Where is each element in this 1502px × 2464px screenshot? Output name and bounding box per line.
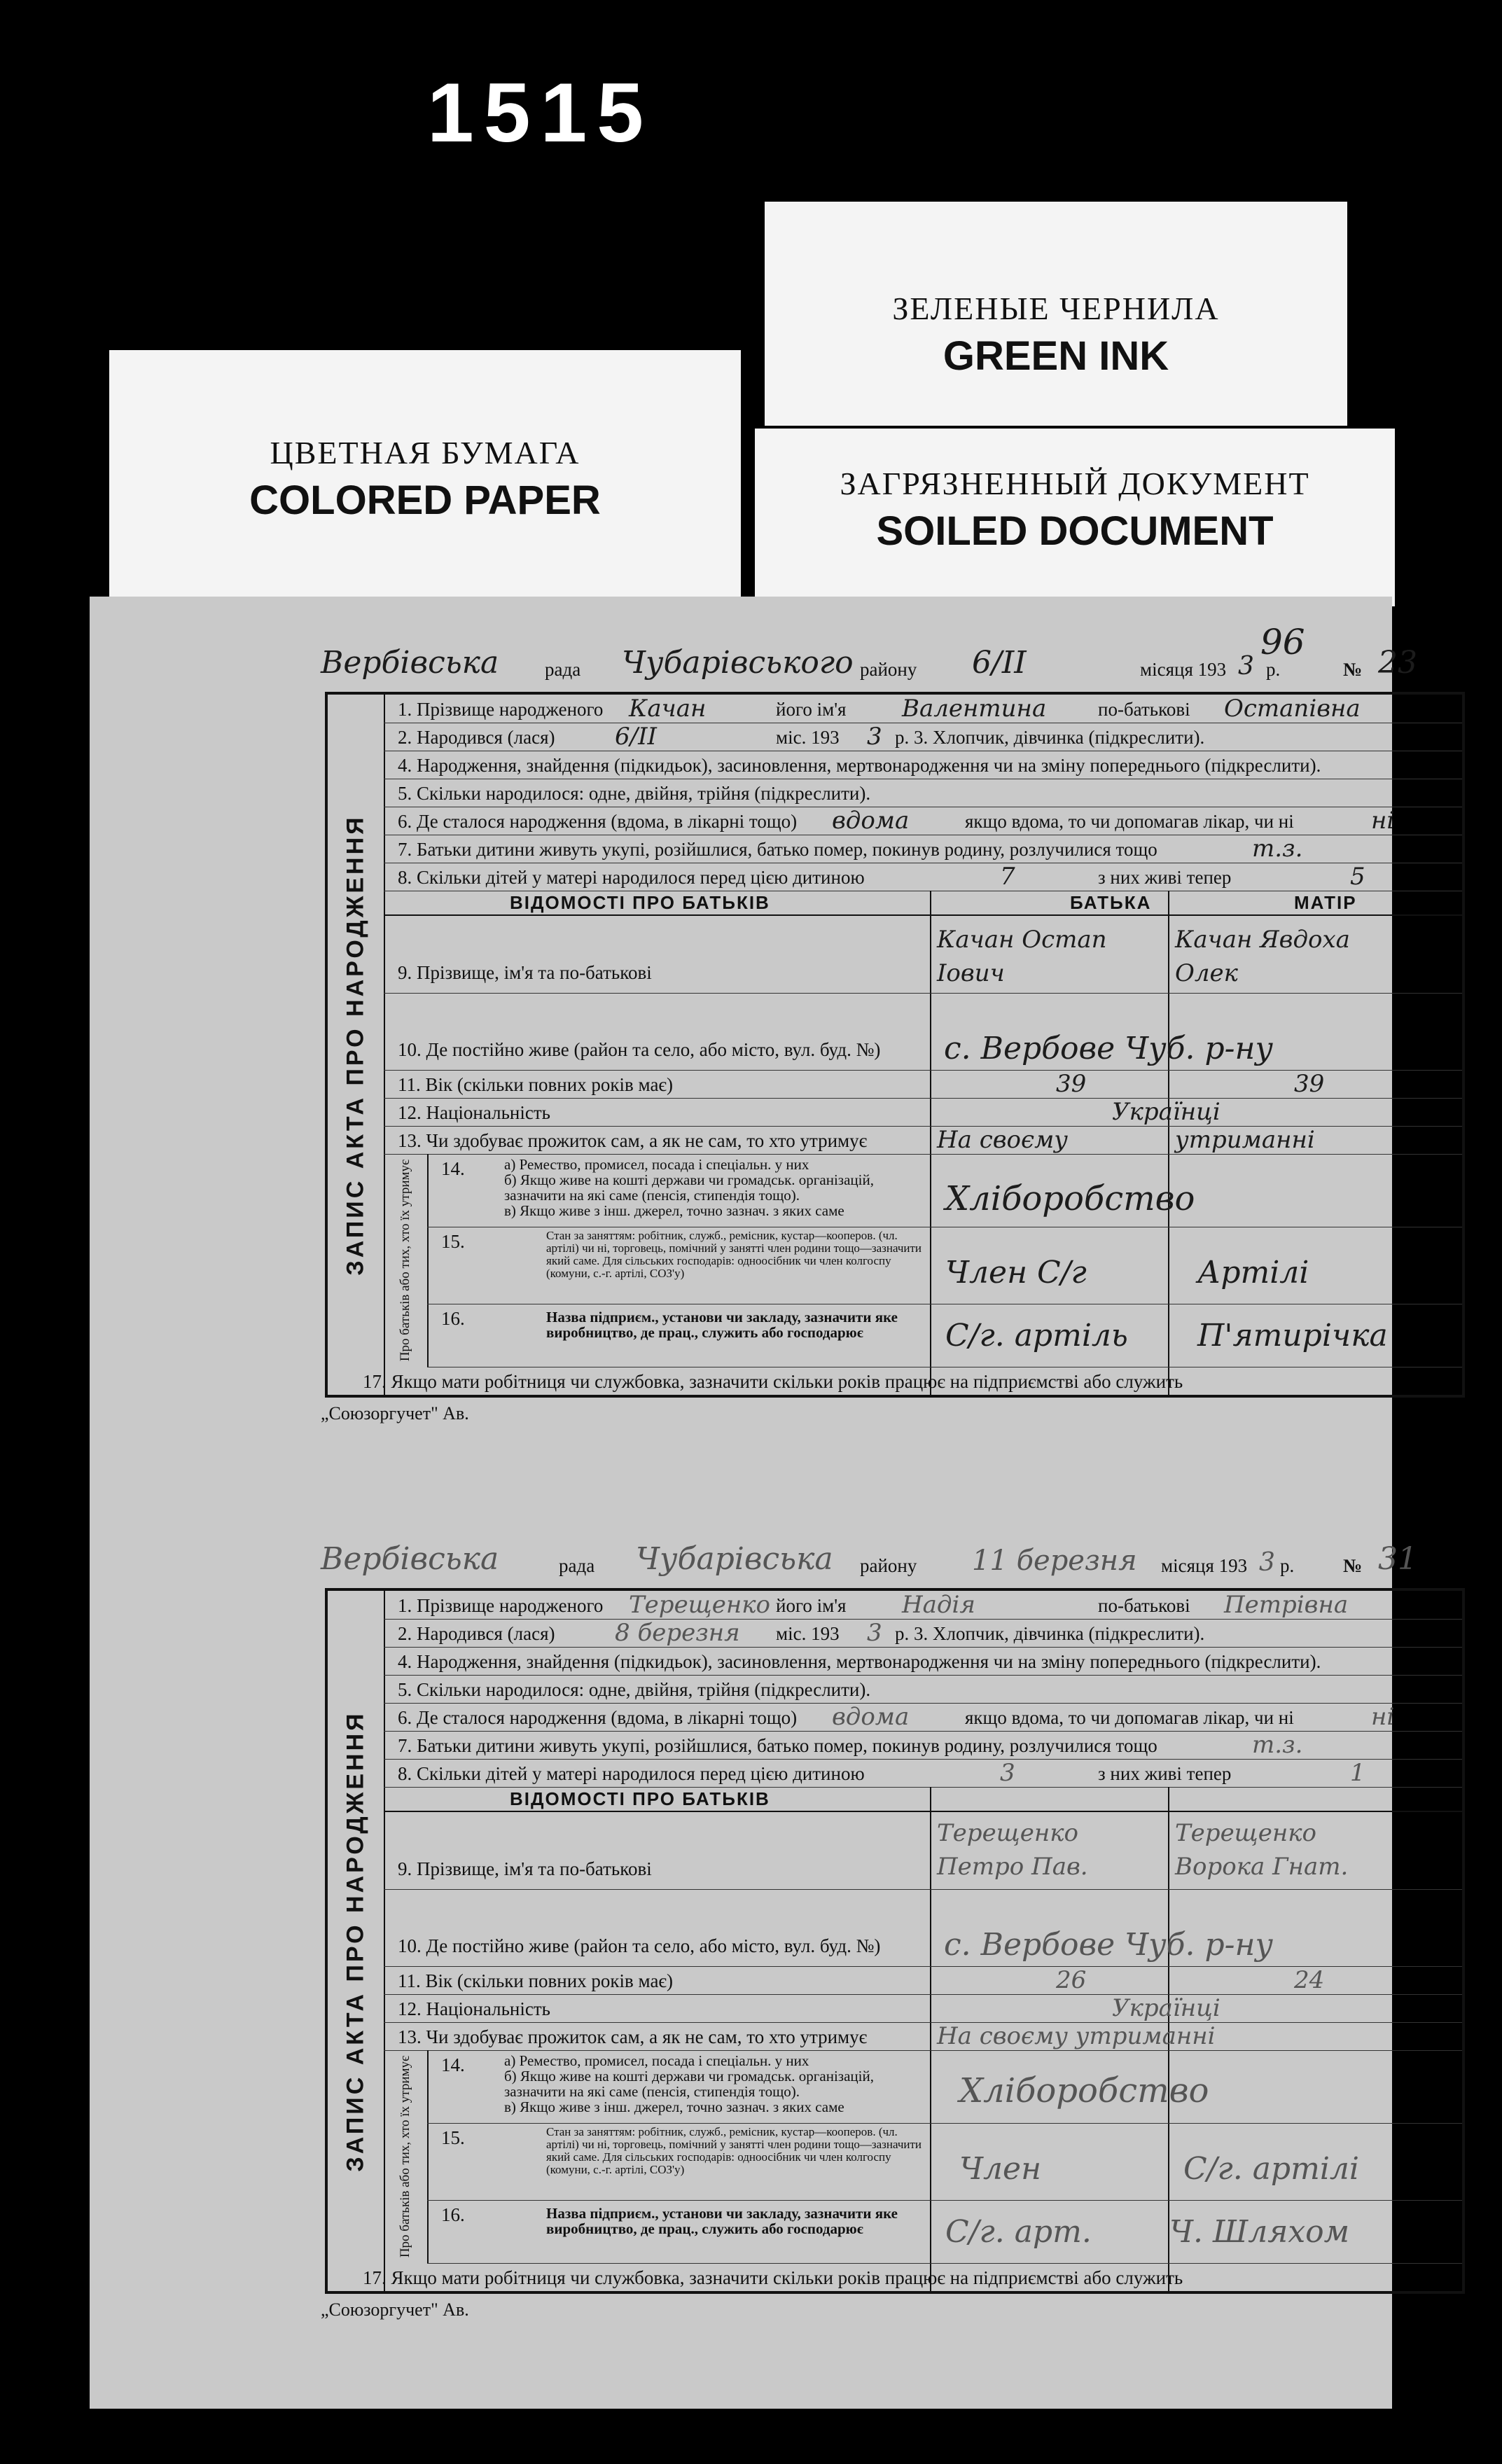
father-name: Качан Остап Іович bbox=[937, 926, 1107, 987]
mother-support: утриманні bbox=[1175, 1126, 1315, 1154]
record-number: 31 bbox=[1378, 1541, 1417, 1577]
year-digit: 3 bbox=[1259, 1548, 1275, 1577]
raion-label: району bbox=[860, 659, 917, 680]
field-9 bbox=[384, 916, 1462, 994]
field-12 bbox=[384, 1994, 1462, 2023]
columns-header bbox=[384, 1787, 1462, 1812]
birth-day: 6/II bbox=[615, 723, 657, 751]
field-15 bbox=[427, 1227, 1462, 1304]
field-8 bbox=[384, 863, 1462, 891]
field-15-text: Стан за заняттям: робітник, служб., ремісник, кустар—кооперов. (чл. артілі) чи ні, торговець, помічний у занятті член родини тощо—зазначити який саме. Для сільських господарів: одноосібник чи член колгоспу (комуни, с.-г. артілі, СОЗ'у) bbox=[546, 1229, 922, 1280]
field-label: 13. Чи здобуває прожиток сам, а як не сам, то хто утримує bbox=[398, 2026, 868, 2047]
field-8 bbox=[384, 1759, 1462, 1788]
field-label: міс. 193 bbox=[776, 1623, 840, 1644]
field-11 bbox=[384, 1966, 1462, 1995]
col-parents-info: ВІДОМОСТІ ПРО БАТЬКІВ bbox=[510, 1788, 770, 1809]
field-14 bbox=[427, 1154, 1462, 1227]
record-date: 11 березня bbox=[972, 1545, 1137, 1577]
field-label: 6. Де сталося народження (вдома, в лікарні тощо) bbox=[398, 811, 798, 832]
village-council: Вербівська bbox=[321, 1541, 499, 1577]
field-label: 10. Де постійно живе (район та село, або місто, вул. буд. №) bbox=[398, 1935, 881, 1956]
field-10 bbox=[384, 993, 1462, 1071]
patronymic: Петрівна bbox=[1224, 1591, 1349, 1619]
field-label: з них живі тепер bbox=[1098, 1763, 1232, 1784]
field-5 bbox=[384, 779, 1462, 807]
field-number: 15. bbox=[441, 2127, 465, 2148]
rada-label: рада bbox=[545, 659, 581, 680]
side-title-text: ЗАПИС АКТА ПРО НАРОДЖЕННЯ bbox=[342, 1710, 369, 2172]
field-5 bbox=[384, 1675, 1462, 1704]
field-16 bbox=[427, 1304, 1462, 1367]
field-number: 16. bbox=[441, 2204, 465, 2225]
side-title bbox=[328, 1591, 385, 2291]
field-label: 9. Прізвище, ім'я та по-батькові bbox=[398, 962, 652, 983]
doctor-assisted: ні bbox=[1371, 1703, 1395, 1731]
surname: Терещенко bbox=[629, 1591, 771, 1619]
parents-status: т.з. bbox=[1252, 835, 1303, 863]
field-17 bbox=[328, 1367, 1462, 1395]
mother-age: 39 bbox=[1294, 1070, 1325, 1098]
field-16 bbox=[427, 2200, 1462, 2264]
field-10 bbox=[384, 1889, 1462, 1967]
occupation: Хліборобство bbox=[945, 1179, 1195, 1218]
field-label: 2. Народився (лася) bbox=[398, 727, 555, 748]
field-label: 1. Прізвище народженого bbox=[398, 1595, 604, 1616]
field-label: 11. Вік (скільки повних років має) bbox=[398, 1970, 674, 1991]
col-parents-info: ВІДОМОСТІ ПРО БАТЬКІВ bbox=[510, 892, 770, 913]
field-2 bbox=[384, 1619, 1462, 1648]
rada-label: рада bbox=[559, 1555, 595, 1576]
field-14c: в) Якщо живе з інш. джерел, точно зазнач. з яких саме bbox=[504, 1202, 844, 1219]
field-label: його ім'я bbox=[776, 1595, 847, 1616]
form-footer: „Союзоргучет" Ав. bbox=[321, 2299, 469, 2320]
occupation: Хліборобство bbox=[959, 2071, 1209, 2110]
record-frame bbox=[325, 692, 1465, 1398]
field-label: 2. Народився (лася) bbox=[398, 1623, 555, 1644]
children-before: 3 bbox=[1000, 1759, 1015, 1787]
year-suffix: р. bbox=[1280, 1555, 1295, 1576]
about-parents-text: Про батьків або тих, хто їх утримує bbox=[398, 1159, 412, 1362]
mother-name: Терещенко Ворока Гнат. bbox=[1175, 1819, 1349, 1881]
support: На своєму утриманні bbox=[937, 2022, 1216, 2050]
label-ru-text: ЗЕЛЕНЫЕ ЧЕРНИЛА bbox=[892, 291, 1220, 326]
field-label: з них живі тепер bbox=[1098, 867, 1232, 888]
village-council: Вербівська bbox=[321, 645, 499, 681]
field-15-text: Стан за заняттям: робітник, служб., ремісник, кустар—кооперов. (чл. артілі) чи ні, торговець, помічний у занятті член родини тощо—зазначити який саме. Для сільських господарів: одноосібник чи член колгоспу (комуни, с.-г. артілі, СОЗ'у) bbox=[546, 2125, 922, 2176]
given-name: Надія bbox=[902, 1591, 975, 1619]
record-number: 23 bbox=[1378, 645, 1417, 681]
field-label: 10. Де постійно живе (район та село, або місто, вул. буд. №) bbox=[398, 1039, 881, 1060]
children-alive: 5 bbox=[1350, 863, 1365, 891]
field-11 bbox=[384, 1070, 1462, 1099]
field-14b: б) Якщо живе на коштi держави чи громадськ. організацій, зазначити на які саме (пенсія, стипендія тощо). bbox=[504, 2068, 874, 2100]
mother-enterprise: П'ятирічка bbox=[1197, 1318, 1388, 1353]
archive-number: 1515 bbox=[427, 66, 653, 160]
birth-day: 8 березня bbox=[615, 1619, 740, 1647]
field-label: 17. Якщо мати робітниця чи службовка, зазначити скільки років працює на підприємстві або служить bbox=[363, 1371, 1183, 1392]
father-age: 26 bbox=[1056, 1966, 1087, 1994]
form-footer: „Союзоргучет" Ав. bbox=[321, 1403, 469, 1424]
field-label: 12. Національність bbox=[398, 1102, 550, 1123]
field-label: 11. Вік (скільки повних років має) bbox=[398, 1074, 674, 1095]
field-label: 1. Прізвище народженого bbox=[398, 699, 604, 720]
col-mother: МАТІР bbox=[1294, 892, 1357, 913]
colored-paper-label bbox=[109, 350, 741, 597]
father-support: На своєму bbox=[937, 1126, 1068, 1154]
record-header bbox=[230, 639, 1462, 688]
parents-status: т.з. bbox=[1252, 1731, 1303, 1759]
field-14c: в) Якщо живе з інш. джерел, точно зазнач. з яких саме bbox=[504, 2098, 844, 2115]
columns-header bbox=[384, 891, 1462, 916]
field-number: 15. bbox=[441, 1231, 465, 1252]
patronymic: Остапівна bbox=[1224, 695, 1361, 723]
field-6 bbox=[384, 1703, 1462, 1732]
record-header bbox=[230, 1535, 1462, 1584]
given-name: Валентина bbox=[902, 695, 1047, 723]
label-en-text: SOILED DOCUMENT bbox=[876, 508, 1274, 554]
month-label: місяця 193 bbox=[1161, 1555, 1248, 1576]
field-label: його ім'я bbox=[776, 699, 847, 720]
side-title bbox=[328, 695, 385, 1395]
father-name: Терещенко Петро Пав. bbox=[937, 1819, 1088, 1881]
field-label: 12. Національність bbox=[398, 1998, 550, 2019]
father-status: Член С/г bbox=[945, 1255, 1087, 1290]
rada-name: Чубарівського bbox=[622, 645, 854, 681]
field-15 bbox=[427, 2123, 1462, 2201]
field-label: 17. Якщо мати робітниця чи службовка, зазначити скільки років працює на підприємстві або служить bbox=[363, 2267, 1183, 2288]
mother-enterprise: Ч. Шляхом bbox=[1169, 2214, 1350, 2250]
field-14-text bbox=[504, 1157, 924, 1218]
father-enterprise: С/г. артіль bbox=[945, 1318, 1128, 1353]
field-1 bbox=[384, 1591, 1462, 1620]
record-date: 6/II bbox=[972, 645, 1027, 681]
field-4 bbox=[384, 751, 1462, 779]
label-ru-text: ЦВЕТНАЯ БУМАГА bbox=[270, 435, 580, 471]
residence: с. Вербове Чуб. р-ну bbox=[944, 1927, 1274, 1963]
field-2 bbox=[384, 723, 1462, 751]
children-before: 7 bbox=[1000, 863, 1015, 891]
field-14-text bbox=[504, 2053, 924, 2115]
field-label: по-батькові bbox=[1098, 699, 1190, 720]
field-number: 14. bbox=[441, 2054, 465, 2075]
field-label: 4. Народження, знайдення (підкидьок), засиновлення, мертвонародження чи на зміну попереднього (підкреслити). bbox=[398, 755, 1321, 776]
nationality: Українці bbox=[1112, 1098, 1221, 1126]
field-label: 7. Батьки дитини живуть укупі, розійшлися, батько помер, покинув родину, розлучилися тощо bbox=[398, 839, 1157, 860]
birth-record-sheet bbox=[90, 597, 1417, 2409]
mother-name: Качан Явдоха Олек bbox=[1175, 926, 1350, 987]
mother-age: 24 bbox=[1294, 1966, 1325, 1994]
side-title-text: ЗАПИС АКТА ПРО НАРОДЖЕННЯ bbox=[342, 814, 369, 1276]
field-label: р. 3. Хлопчик, дівчинка (підкреслити). bbox=[895, 727, 1205, 748]
field-1 bbox=[384, 695, 1462, 723]
label-ru-text: ЗАГРЯЗНЕННЫЙ ДОКУМЕНТ bbox=[840, 466, 1310, 501]
field-label: 13. Чи здобуває прожиток сам, а як не сам, то хто утримує bbox=[398, 1130, 868, 1151]
field-label: 8. Скільки дітей у матері народилося перед цією дитиною bbox=[398, 867, 865, 888]
field-14a: а) Ремество, промисел, посада і спеціальн. у них bbox=[504, 1156, 809, 1173]
label-en-text: GREEN INK bbox=[943, 333, 1169, 379]
birth-place: вдома bbox=[832, 1703, 910, 1731]
field-13 bbox=[384, 2022, 1462, 2051]
soiled-document-label bbox=[755, 429, 1395, 606]
label-en-text: COLORED PAPER bbox=[249, 478, 601, 523]
field-label: 7. Батьки дитини живуть укупі, розійшлися, батько помер, покинув родину, розлучилися тощо bbox=[398, 1735, 1157, 1756]
rada-name: Чубарівська bbox=[636, 1541, 833, 1577]
mother-status: С/г. артілі bbox=[1183, 2151, 1359, 2187]
field-4 bbox=[384, 1647, 1462, 1676]
field-16-text: Назва підприєм., установи чи закладу, зазначити яке виробництво, де прац., служить або господарює bbox=[546, 1309, 898, 1341]
field-number: 14. bbox=[441, 1158, 465, 1179]
field-number: 16. bbox=[441, 1308, 465, 1329]
field-14 bbox=[427, 2050, 1462, 2124]
year-digit: 3 bbox=[1238, 652, 1254, 681]
field-13 bbox=[384, 1126, 1462, 1155]
surname: Качан bbox=[629, 695, 707, 723]
green-ink-label bbox=[765, 202, 1347, 426]
doctor-assisted: ні bbox=[1371, 807, 1395, 835]
father-status: Член bbox=[959, 2151, 1042, 2187]
field-12 bbox=[384, 1098, 1462, 1127]
field-7 bbox=[384, 1731, 1462, 1760]
field-label: 8. Скільки дітей у матері народилося перед цією дитиною bbox=[398, 1763, 865, 1784]
col-father: БАТЬКА bbox=[1070, 892, 1152, 913]
birth-record-2 bbox=[230, 1535, 1462, 2375]
birth-place: вдома bbox=[832, 807, 910, 835]
field-14a: а) Ремество, промисел, посада і спеціальн. у них bbox=[504, 2052, 809, 2069]
about-parents-side bbox=[384, 2050, 429, 2263]
raion-label: району bbox=[860, 1555, 917, 1576]
field-label: 9. Прізвище, ім'я та по-батькові bbox=[398, 1858, 652, 1879]
field-label: 5. Скільки народилося: одне, двійня, трійня (підкреслити). bbox=[398, 783, 871, 804]
birth-year: 3 bbox=[867, 1619, 882, 1647]
year-suffix: р. bbox=[1266, 659, 1281, 680]
nationality: Українці bbox=[1112, 1994, 1221, 2022]
record-frame bbox=[325, 1588, 1465, 2294]
month-label: місяця 193 bbox=[1140, 659, 1227, 680]
field-label: міс. 193 bbox=[776, 727, 840, 748]
father-enterprise: С/г. арт. bbox=[945, 2214, 1092, 2250]
number-label: № bbox=[1343, 1555, 1363, 1576]
father-age: 39 bbox=[1056, 1070, 1087, 1098]
mother-status: Артілі bbox=[1197, 1255, 1309, 1290]
field-label: якщо вдома, то чи допомагав лікар, чи ні bbox=[965, 811, 1294, 832]
page-number: 96 bbox=[1260, 622, 1305, 662]
field-9 bbox=[384, 1812, 1462, 1890]
field-label: р. 3. Хлопчик, дівчинка (підкреслити). bbox=[895, 1623, 1205, 1644]
field-label: 6. Де сталося народження (вдома, в лікарні тощо) bbox=[398, 1707, 798, 1728]
field-label: по-батькові bbox=[1098, 1595, 1190, 1616]
residence: с. Вербове Чуб. р-ну bbox=[944, 1031, 1274, 1066]
field-17 bbox=[328, 2263, 1462, 2291]
field-label: якщо вдома, то чи допомагав лікар, чи ні bbox=[965, 1707, 1294, 1728]
field-14b: б) Якщо живе на коштi держави чи громадськ. організацій, зазначити на які саме (пенсія, стипендія тощо). bbox=[504, 1171, 874, 1204]
number-label: № bbox=[1343, 659, 1363, 680]
field-16-text: Назва підприєм., установи чи закладу, зазначити яке виробництво, де прац., служить або господарює bbox=[546, 2205, 898, 2237]
field-7 bbox=[384, 835, 1462, 863]
field-6 bbox=[384, 807, 1462, 835]
birth-year: 3 bbox=[867, 723, 882, 751]
field-label: 4. Народження, знайдення (підкидьок), засиновлення, мертвонародження чи на зміну попереднього (підкреслити). bbox=[398, 1651, 1321, 1672]
about-parents-text: Про батьків або тих, хто їх утримує bbox=[398, 2055, 412, 2258]
about-parents-side bbox=[384, 1154, 429, 1367]
field-label: 5. Скільки народилося: одне, двійня, трійня (підкреслити). bbox=[398, 1679, 871, 1700]
children-alive: 1 bbox=[1350, 1759, 1365, 1787]
